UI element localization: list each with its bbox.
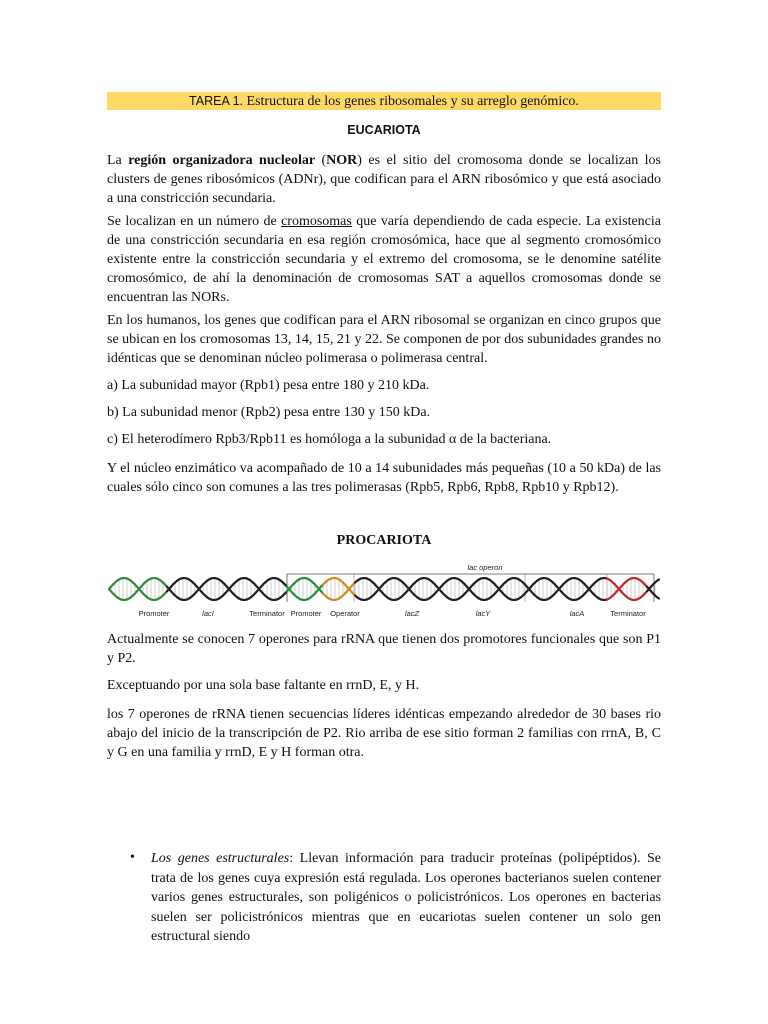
operon-label: lac operon (467, 563, 503, 572)
fig-label-lacy: lacY (475, 609, 491, 618)
fig-label-promoter-2: Promoter (290, 609, 322, 618)
text-run: ) es el sitio del cromosoma donde se localizan los clusters de genes ribosómicos (ADNr), que codifican para el ARN ribosómico y que está asociado a una constricción secundaria. (107, 153, 661, 206)
text-run: que varía dependiendo de cada especie. La existencia de una constricción secundaria en esa región cromosómica, hace que al segmento cromosómico existente entre la constricción secundaria y el extremo del cromosoma, se le denomine satélite cromosómico, de ahí la denominación de cromosomas SAT a aquellos cromosomas donde se encuentran las NORs. (107, 214, 661, 305)
bullet-icon: • (130, 850, 135, 865)
prokaryote-paragraph-1: Actualmente se conocen 7 operones para rRNA que tienen dos promotores funcionales que son P1 y P2. (107, 632, 661, 666)
task-title (107, 92, 661, 110)
helix-strand (657, 597, 659, 598)
eukaryote-paragraph-1 (107, 151, 661, 208)
bullet-body: : Llevan información para traducir proteínas (polipéptidos). Se trata de los genes cuya expresión está regulada. Los operones bacterianos suelen contener varios genes estructurales, son poligénicos o policistrónicos. Los operones en bacterias suelen ser policistrónicos mientras que en eucariotas suelen contener un solo gen estructural siendo (151, 851, 661, 944)
eukaryote-paragraph-2 (107, 212, 661, 307)
text-run: Se localizan en un número de (107, 214, 282, 229)
fig-label-terminator-2: Terminator (610, 609, 646, 618)
text-run: ( (315, 153, 327, 168)
bullet-structural-genes (151, 849, 661, 947)
prokaryote-paragraph-3: los 7 operones de rRNA tienen secuencias líderes idénticas empezando alrededor de 30 bases rio abajo del inicio de la transcripción de P2. Rio arriba de ese sitio forman 2 familias con rrnA, B, C y G en una familia y rrnD, E y H forman otra. (107, 707, 661, 760)
bold-term: región organizadora nucleolar (128, 153, 316, 168)
prokaryote-paragraph-2: Exceptuando por una sola base faltante en rrnD, E, y H. (107, 678, 420, 693)
bullet-term: Los genes estructurales (151, 851, 290, 866)
bold-term: NOR (326, 153, 358, 168)
eukaryote-item-c: c) El heterodímero Rpb3/Rpb11 es homóloga a la subunidad α de la bacteriana. (107, 432, 552, 447)
eukaryote-item-a: a) La subunidad mayor (Rpb1) pesa entre 180 y 210 kDa. (107, 378, 430, 393)
fig-label-laca: lacA (569, 609, 585, 618)
cromosomas-link[interactable]: cromosomas (281, 214, 352, 229)
lac-operon-figure (107, 560, 661, 622)
eukaryote-heading: EUCARIOTA (347, 123, 421, 137)
fig-label-laci: lacI (202, 609, 214, 618)
eukaryote-paragraph-4: Y el núcleo enzimático va acompañado de 10 a 14 subunidades más pequeñas (10 a 50 kDa) de las cuales sólo cinco son comunes a las tres polimerasas (Rpb5, Rpb6, Rpb8, Rpb10 y Rpb12). (107, 461, 661, 495)
text-run: La (107, 153, 129, 168)
fig-label-promoter-1: Promoter (138, 609, 170, 618)
eukaryote-paragraph-3: En los humanos, los genes que codifican para el ARN ribosomal se organizan en cinco grupos que se ubican en los cromosomas 13, 14, 15, 21 y 22. Se componen de por dos subunidades grandes no idénticas que se denominan núcleo polimerasa o polimerasa central. (107, 313, 661, 366)
dna-helix (109, 578, 659, 600)
fig-label-terminator-1: Terminator (249, 609, 285, 618)
task-title-prefix: TAREA 1. (189, 94, 244, 108)
task-title-text: Estructura de los genes ribosomales y su arreglo genómico. (246, 94, 579, 109)
eukaryote-item-b: b) La subunidad menor (Rpb2) pesa entre 130 y 150 kDa. (107, 405, 431, 420)
fig-label-lacz: lacZ (404, 609, 420, 618)
helix-strand (657, 579, 659, 580)
fig-label-operator: Operator (330, 609, 360, 618)
prokaryote-heading: PROCARIOTA (336, 533, 432, 548)
